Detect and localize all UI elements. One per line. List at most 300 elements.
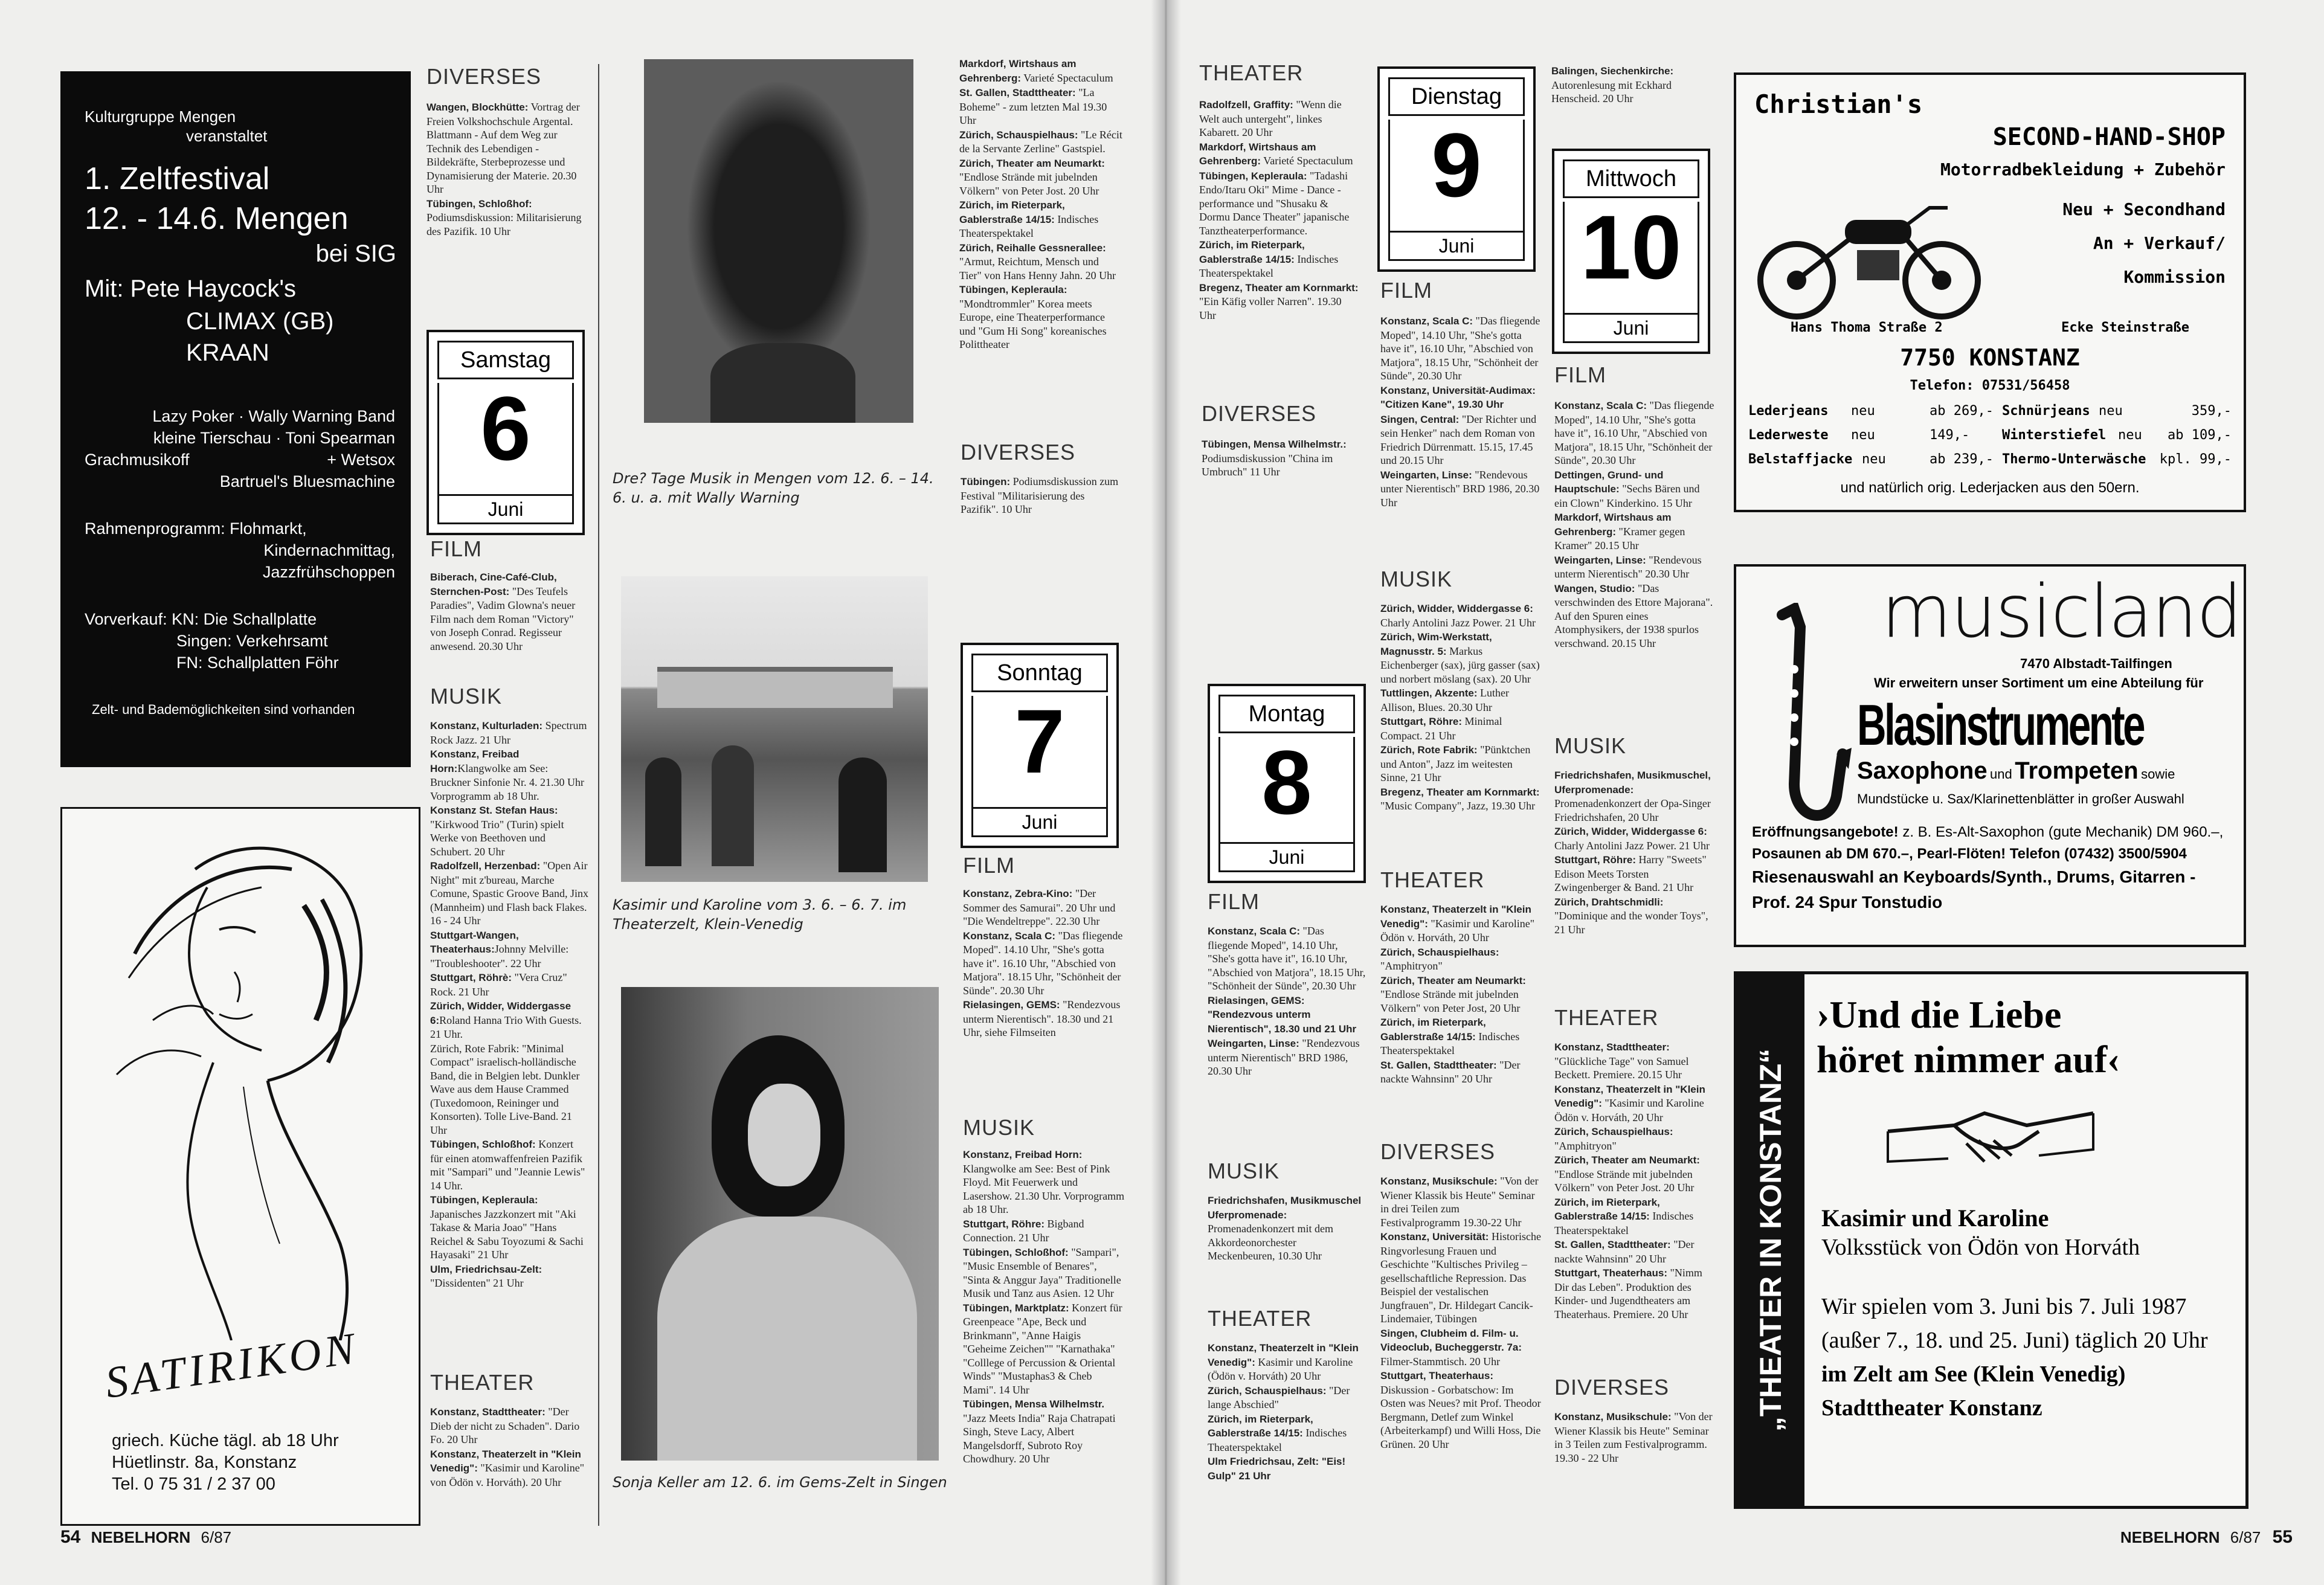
listing-text: "Von der Wiener Klassik bis Heute" Seminar in 3 Teilen zum Festivalprogramm. 19.30 - 22 Uhr [1554,1410,1713,1464]
listing-text: "Rendevous unter Nierentisch" BRD 1986, 20.30 Uhr [1380,468,1540,509]
listing-text: Indisches Theaterspektakel [959,213,1099,239]
listing-entry [1208,1384,1366,1412]
listing-venue: Zürich, Schauspielhaus: [959,129,1078,141]
listing-text: "Tadashi Endo/Itaru Oki" Mime - Dance - performance und "Shusaku & Dormu Dance Theater" japanische Tanztheaterperformance. [1199,169,1350,237]
listing-venue: Markdorf, Wirtshaus am Gehrenberg: [1554,512,1672,538]
magazine-name: NEBELHORN [2120,1528,2220,1546]
christians-bottom: und natürlich orig. Lederjacken aus den 50ern. [1840,480,2140,496]
saxophone-icon [1746,603,1855,844]
listing-film-sun [963,887,1126,1040]
listing-entry [430,971,588,998]
listing-entry [1380,314,1541,383]
listing-text: "Endlose Strände mit jubelnden Völkern" von Peter Jost. 20 Uhr [959,171,1099,197]
listing-venue: Konstanz, Scala C: [1554,400,1647,411]
listing-venue: Konstanz, Theaterzelt in "Klein Venedig": [1380,904,1531,930]
listing-text: Vortrag der Freien Volkshochschule Argental. Blattmann - Auf dem Weg zur Technik des Lebendigen - Bildekräfte, Sterbeprozesse und Dynamisierung der Materie. 20.30 Uhr [426,101,580,195]
festival-vv2: Singen: Verkehrsamt [176,632,328,650]
listing-entry [1554,582,1715,651]
listing-venue: Radolfzell, Herzenbad: [430,860,541,872]
listing-top-sat-cont [959,57,1122,352]
listing-text: Japanisches Jazzkonzert mit "Aki Takase & Maria Joao" "Hans Reichel & Sabu Toyozumi & Sachi Hayasaki" 21 Uhr [430,1207,584,1261]
listing-text: "Das fliegende Moped", 14.10 Uhr, "She's gotta have it", 16.10 Uhr, "Abschied von Matjora", 18.15 Uhr, "Schönheit der Sünde", 20.30 Uhr [1380,315,1540,382]
date-number: 6 [437,383,574,495]
listing-film-mon [1208,924,1366,1079]
section-film-wed: FILM [1554,362,1607,387]
listing-text: Spectrum Rock Jazz. 21 Uhr [430,719,587,746]
listing-venue: Konstanz, Theaterzelt in "Klein Venedig": [1554,1083,1705,1109]
listing-text: Promenadenkonzert mit dem Akkordeonorchester Meckenbeuren, 10.30 Uhr [1208,1223,1333,1262]
listing-venue: Radolfzell, Graffity: [1199,99,1293,111]
listing-entry [1554,895,1715,937]
listing-venue: Zürich, Schauspielhaus: [1208,1384,1327,1397]
listing-venue: Weingarten, Linse: [1554,554,1646,566]
listing-entry [959,198,1122,240]
listing-venue: Zürich, im Rieterpark, Gablerstraße 14/15: [1208,1413,1313,1439]
page-number: 55 [2272,1527,2293,1547]
listing-entry [1208,994,1366,1037]
listing-entry [1208,1194,1366,1263]
listing-entry [430,1042,588,1137]
listing-venue: Tübingen, Schloßhof: [963,1246,1069,1258]
listing-venue: Zürich, Widder, Widdergasse 6: [1554,826,1707,837]
listing-venue: Stuttgart, Theaterhaus: [1380,1370,1494,1381]
section-film: FILM [430,536,483,561]
listing-text: "Kasimir und Karoline" von Ödön v. Horváth). 20 Uhr [430,1462,585,1488]
listing-text: Podiumsdiskussion: Militarisierung des Pazifik. 10 Uhr [426,211,582,237]
satirikon-logo-text: SATIRIKON [102,1323,361,1408]
date-day: Dienstag [1388,77,1525,116]
listing-entry [959,86,1122,127]
date-month: Juni [1388,231,1525,261]
listing-entry [1380,902,1541,945]
listing-entry [430,999,588,1041]
listing-entry [959,57,1122,85]
listing-film-tue [1380,314,1541,510]
musicland-logo: musicland [1881,570,2241,654]
listing-text: "Das fliegende Moped", 14.10 Uhr, "She's gotta have it", 16.10 Uhr, "Abschied von Matjora", 18.15 Uhr, "Schönheit der Sünde", 20.30 Uhr [1208,925,1366,992]
listing-venue: Tuttlingen, Akzente: [1380,687,1478,699]
listing-entry [430,859,588,928]
section-diverses-tue: DIVERSES [1380,1139,1496,1164]
listing-venue: Tübingen, Schloßhof: [430,1139,536,1150]
listing-entry [959,128,1122,156]
listing-text: Konzert für Greenpeace "Ape, Beck und Brinkmann", "Anne Haigis "Geheime Zeichen"" "Karnathaka" "Colllege of Percussion & Oriental Winds" "Mustaphas3 & Cheb Mami". 14 Uhr [963,1301,1122,1396]
listing-venue: Konstanz, Universität-Audimax: "Citizen Kane", 19.30 Uhr [1380,384,1536,410]
listing-text: "La Boheme" - zum letzten Mal 19.30 Uhr [959,86,1107,126]
listing-text: "Der nackte Wahnsinn" 20 Uhr [1380,1058,1521,1085]
listing-text: "Amphitryon" [1554,1139,1617,1152]
listing-entry [961,475,1124,516]
listing-venue: Zürich, Theater am Neumarkt: [959,157,1105,169]
listing-venue: Balingen, Siechenkirche: [1551,65,1674,77]
listing-theater-mon [1208,1341,1366,1484]
listing-venue: Singen, Clubheim d. Film- u. Videoclub, Bucheggerstr. 7a: [1380,1327,1522,1353]
listing-venue: Zürich, im Rieterpark, Gablerstraße 14/15: [1380,1017,1486,1043]
listing-entry [430,1447,588,1490]
festival-footer: Zelt- und Bademöglichkeiten sind vorhanden [92,702,355,717]
listing-text: Luther Allison, Blues. 20.30 Uhr [1380,687,1510,713]
listing-musik-tue [1380,602,1541,814]
listing-entry [430,570,588,653]
listing-entry [1554,1195,1715,1238]
listing-text: "Der Sommer des Samurai". 20 Uhr und "Die Wendeltreppe". 22.30 Uhr [963,887,1116,927]
festival-line3b: + Wetsox [327,451,395,469]
theater-h1: ›Und die Liebe [1817,993,2062,1036]
listing-venue: Zürich, Rote Fabrik: [1380,744,1478,756]
listing-entry [430,803,588,858]
listing-entry [426,100,587,196]
date-month: Juni [971,807,1108,837]
listing-venue: St. Gallen, Stadttheater: [1554,1239,1671,1250]
listing-entry [1199,169,1361,238]
listing-entry [963,998,1126,1040]
festival-vv3: FN: Schallplatten Föhr [176,654,339,672]
listing-text: "Der Richter und sein Henker" nach dem Roman von Friedrich Dürrenmatt. 15.15, 17.45 und 20.15 Uhr [1380,413,1537,466]
listing-venue: Stuttgart, Röhrè: [430,972,512,983]
listing-diverses-sat-2 [961,475,1124,517]
listing-entry [430,1262,588,1290]
section-theater: THEATER [430,1370,535,1395]
christians-city: 7750 KONSTANZ [1900,344,2080,371]
listing-entry [1554,399,1715,468]
listing-venue: Tübingen, Schloßhof: [426,198,532,210]
listing-text: Promenadenkonzert der Opa-Singer Friedrichshafen, 20 Uhr [1554,797,1711,823]
listing-entry [1554,1266,1715,1321]
date-day: Mittwoch [1563,159,1699,198]
listing-entry [1380,1058,1541,1086]
listing-venue: Wangen, Studio: [1554,582,1635,594]
section-diverses-r: DIVERSES [1202,401,1317,426]
festival-vv1: Vorverkauf: KN: Die Schallplatte [85,610,317,628]
listing-entry [1380,1174,1541,1229]
listing-venue: Zürich, im Rieterpark, Gablerstraße 14/15: [959,199,1065,225]
listing-musik-sun [963,1148,1126,1467]
listing-theater-tue [1380,902,1541,1087]
listing-venue: Tübingen, Kepleraula: [1199,170,1307,182]
festival-headliner: CLIMAX (GB) [186,308,334,335]
theater-h2: höret nimmer auf‹ [1817,1038,2120,1081]
listing-venue: St. Gallen, Stadttheater: [1380,1059,1497,1071]
listing-entry [1554,510,1715,553]
christians-street1: Hans Thoma Straße 2 [1791,320,1943,335]
photo-festival-tent [621,576,928,882]
listing-venue: Konstanz, Zebra-Kino: [963,888,1073,899]
date-number: 10 [1563,202,1699,314]
listing-text: Bigband Connection. 21 Uhr [963,1217,1084,1244]
festival-with: Mit: Pete Haycock's [85,275,296,302]
musicland-l2: Posaunen ab DM 670.–, Pearl-Flöten! Telefon (07432) 3500/5904 [1752,846,2187,862]
listing-entry [1199,98,1361,140]
musicland-intro: Wir erweitern unser Sortiment um eine Abteilung für [1874,675,2204,690]
listing-venue: Stuttgart-Wangen, Theaterhaus: [430,929,519,955]
listing-text: Zürich, Rote Fabrik: "Minimal Compact" israelisch-holländische Band, die in Belgien lebt. Dunkler Wave aus dem Hause Crammed (Tuxedomoon, Reininger und Konsorten). Tolle Live-Band. 21 Uhr [430,1042,580,1136]
listing-entry [1380,743,1541,785]
listing-venue: Stuttgart, Theaterhaus: [1554,1267,1668,1279]
listing-text: Varieté Spectaculum [1021,71,1113,84]
theater-t2: (außer 7., 18. und 25. Juni) täglich 20 Uhr [1821,1328,2208,1353]
listing-entry [963,1217,1126,1245]
theater-side-bar [1737,974,1804,1506]
listing-venue: Rielasingen, GEMS: [963,999,1060,1011]
section-diverses: DIVERSES [426,64,542,89]
section-musik-2: MUSIK [963,1115,1035,1140]
festival-title: 1. Zeltfestival [85,161,270,196]
listing-entry [963,1397,1126,1466]
theater-t4: Stadttheater Konstanz [1821,1395,2042,1421]
section-diverses-2: DIVERSES [961,440,1076,465]
listing-venue: Friedrichshafen, Musikmuschel, Uferpromenade: [1554,770,1711,796]
listing-venue: Konstanz, Theaterzelt in "Klein Venedig": [1208,1342,1359,1368]
listing-venue: Konstanz, Freibad Horn: [430,748,520,774]
issue-number: 6/87 [201,1528,232,1546]
listing-theater-sat [430,1405,588,1490]
listing-venue: Tübingen, Marktplatz: [963,1302,1069,1314]
listing-text: "Endlose Strände mit jubelnden Völkern" von Peter Jost, 20 Uhr [1380,988,1521,1014]
photo-sonja-keller [621,987,939,1461]
listing-entry [426,197,587,239]
date-number: 7 [971,696,1108,808]
listing-entry [1380,468,1541,510]
listing-venue: Friedrichshafen, Musikmuschel Uferpromenade: [1208,1195,1362,1221]
magazine-name: NEBELHORN [91,1528,191,1546]
listing-text: "Das fliegende Moped", 14.10 Uhr, "She's gotta have it", 16.10 Uhr, "Abschied von Matjora", 18.15 Uhr, "Schönheit der Sünde", 20.30 Uhr [1554,399,1714,466]
musicland-l3: Riesenauswahl an Keyboards/Synth., Drums, Gitarren - [1752,867,2196,886]
listing-entry [1554,1125,1715,1153]
listing-entry [1380,945,1541,973]
listing-text: "Das verschwinden des Ettore Majorana". Auf den Spuren eines Atomphysikers, der 1938 spurlos verschwand. 20.15 Uhr [1554,582,1713,649]
listing-venue: Konstanz, Kulturladen: [430,720,543,731]
date-month: Juni [437,494,574,524]
listing-entry [1208,1037,1366,1078]
theater-sub: Volksstück von Ödön von Horváth [1821,1235,2140,1260]
page-number: 54 [60,1527,81,1547]
listing-entry [1208,1341,1366,1383]
date-number: 8 [1218,737,1355,843]
listing-text: "Kramer gegen Kramer" 20.15 Uhr [1554,525,1685,551]
listing-venue: Konstanz, Stadttheater: [430,1406,546,1418]
listing-text: Roland Hanna Trio With Guests. 21 Uhr. [430,1014,582,1040]
listing-film-sat [430,570,588,654]
listing-venue: Konstanz, Universität: [1380,1231,1489,1243]
listing-venue: Konstanz, Scala C: [963,930,1056,942]
listing-text: Konzert für einen atomwaffenfreien Pazifik mit "Sampari" und "Jeannie Lewis" 14 Uhr. [430,1138,585,1192]
listing-entry [1554,553,1715,581]
listing-venue: Konstanz, Musikschule: [1554,1411,1672,1423]
listing-diverses-sun [1202,437,1363,480]
festival-presents: veranstaltet [186,127,268,145]
footer-left [60,1527,231,1548]
musicland-instruments: Saxophone und Trompeten sowie [1857,757,2175,784]
christians-sub: Motorradbekleidung + Zubehör [1940,159,2226,179]
listing-venue: Zürich, Wim-Werkstatt, Magnusstr. 5: [1380,631,1492,657]
date-number: 9 [1388,120,1525,232]
festival-act2: KRAAN [186,339,269,366]
listing-musik-sat [430,719,588,1291]
date-month: Juni [1563,313,1699,343]
listing-text: "Armut, Reichtum, Mensch und Tier" von Hans Henny Jahn. 20 Uhr [959,256,1116,281]
listing-top-tue [1551,64,1710,106]
date-box-sonntag [961,643,1119,848]
listing-venue: Zürich, im Rieterpark, Gablerstraße 14/15: [1554,1196,1660,1222]
listing-venue: Konstanz, Theaterzelt in "Klein Venedig": [430,1448,581,1474]
theater-play: Kasimir und Karoline [1821,1204,2049,1232]
listing-entry [959,283,1122,352]
festival-ad [60,71,411,767]
listing-text: "Rendezvous unterm Nierentisch" BRD 1986, 20.30 Uhr [1208,1037,1360,1077]
listing-venue: Zürich, Reihalle Gessnerallee: [959,242,1106,254]
listing-entry [1554,853,1715,895]
listing-text: "Kirkwood Trio" (Turin) spielt Werke von Beethoven und Schubert. 20 Uhr [430,818,564,858]
listing-entry [963,1301,1126,1397]
listing-venue: Konstanz, Musikschule: [1380,1175,1498,1187]
listing-venue: St. Gallen, Stadttheater: [959,87,1076,98]
listing-entry [1554,768,1715,824]
theater-t3: im Zelt am See (Klein Venedig) [1821,1362,2126,1387]
listing-text: Diskussion - Gorbatschow: Im Osten was Neues? mit Prof. Theodor Bergmann, Detlef zum Winkel (Arbeiterkampf) und Willi Hoss, Die Grünen. 20 Uhr [1380,1383,1541,1450]
listing-text: Indisches Theaterspektakel [1380,1030,1520,1056]
musicland-ad [1734,564,2246,947]
date-day: Sonntag [971,654,1108,692]
listing-venue: Weingarten, Linse: [1208,1038,1299,1049]
listing-venue: Zürich, Schauspielhaus: [1554,1126,1673,1137]
listing-venue: Ulm, Friedrichsau-Zelt: [430,1263,542,1275]
listing-musik-mon [1208,1194,1366,1264]
listing-venue: Konstanz, Scala C: [1208,925,1301,937]
listing-text: Indisches Theaterspektakel [1208,1427,1347,1453]
festival-prog3: Jazzfrühschoppen [262,563,395,581]
listing-text: Varieté Spectaculum [1261,155,1353,167]
christians-street2: Ecke Steinstraße [2061,320,2189,335]
listing-entry [1380,602,1541,629]
listing-text: Historische Ringvorlesung Frauen und Geschichte "Kultisches Privileg – gesellschaftliche Repression. Das Beispiel der vestalischen Jungfrauen", Dr. Hildegart Cancik-Lindemaier, Tübingen [1380,1230,1541,1325]
listing-text: "Dominique and the wonder Toys", 21 Uhr [1554,910,1708,936]
listing-text: "Rendevous unterm Nierentisch" 20.30 Uhr [1554,553,1702,580]
satirikon-ad [60,807,420,1526]
listing-diverses-tue [1380,1174,1541,1452]
listing-text: "Glückliche Tage" von Samuel Beckett. Premiere. 20.15 Uhr [1554,1055,1689,1081]
listing-entry [1380,413,1541,468]
listing-text: "Kasimir und Karoline Ödön v. Horváth, 20 Uhr [1554,1097,1704,1124]
theater-side-text: „THEATER IN KONSTANZ“ [1754,1048,1788,1432]
listing-text: "Von der Wiener Klassik bis Heute" Seminar in drei Teilen zum Festivalprogramm 19.30-22 Uhr [1380,1175,1539,1229]
theater-konstanz-ad [1734,971,2248,1509]
listing-entry [1208,924,1366,993]
listing-text: "Le Récit de la Servante Zerline" Gastspiel. [959,128,1122,155]
musicland-mund: Mundstücke u. Sax/Klarinettenblätter in großer Auswahl [1857,791,2184,806]
listing-venue: Stuttgart, Röhre: [963,1218,1045,1230]
listing-text: "Der lange Abschied" [1208,1384,1350,1410]
listing-venue: Rielasingen, GEMS: "Rendezvous unterm Nierentisch", 18.30 und 21 Uhr [1208,994,1357,1035]
listing-entry [963,887,1126,928]
listing-venue: Tübingen, Kepleraula: [430,1194,538,1206]
listing-text: "Rendezvous unterm Nierentisch". 18.30 und 21 Uhr, siehe Filmseiten [963,998,1121,1038]
listing-text: "Mondtrommler" Korea meets Europe, eine Theaterperformance und "Gum Hi Song" koreanisches Polittheater [959,297,1107,350]
listing-film-wed [1554,399,1715,651]
handshake-illustration [1882,1089,2099,1186]
listing-venue: Tübingen: [961,476,1011,487]
listing-text: Klangwolke am See: Bruckner Sinfonie Nr. 4. 21.30 Uhr Vorprogramm ab 18 Uhr. [430,762,584,802]
festival-org: Kulturgruppe Mengen [85,108,236,126]
musicland-big: Blasinstrumente [1857,693,2144,757]
date-box-samstag [426,330,585,535]
listing-text: "Nimm Dir das Leben". Produktion des Kinder- und Jugendtheaters am Theaterhaus. Premiere. 20 Uhr [1554,1267,1702,1320]
listing-venue: Zürich, Schauspielhaus: [1380,946,1499,958]
section-film-2: FILM [963,853,1016,878]
section-musik-tue: MUSIK [1380,567,1453,591]
date-box-montag [1208,684,1366,883]
listing-text: Filmer-Stammtisch. 20 Uhr [1380,1355,1501,1368]
listing-entry [1380,630,1541,686]
christians-r2: An + Verkauf/ [2093,233,2226,253]
festival-prog2: Kindernachmittag, [263,541,395,559]
listing-text: "Das fliegende Moped". 14.10 Uhr, "She's gotta have it". 16.10 Uhr, "Abschied von Matjora". 18.15 Uhr, "Schönheit der Sünde". 20.30 Uhr [963,929,1123,997]
listing-venue: Zürich, Theater am Neumarkt: [1380,974,1526,986]
listing-venue: Bregenz, Theater am Kornmarkt: [1380,786,1540,798]
listing-venue: Stuttgart, Röhre: [1380,716,1463,727]
photo-portrait-man [644,59,913,423]
listing-venue: Weingarten, Linse: [1380,469,1472,481]
section-musik-r: MUSIK [1208,1159,1280,1183]
listing-text: Autorenlesung mit Eckhard Henscheid. 20 Uhr [1551,79,1672,104]
listing-text: "Des Teufels Paradies", Vadim Glowna's neuer Film nach dem Roman "Victory" von Joseph Conrad. Regisseur anwesend. 20.30 Uhr [430,585,576,652]
section-theater-r: THEATER [1199,60,1304,85]
listing-text: "Kasimir und Karoline" Ödön v. Horváth, 20 Uhr [1380,917,1535,944]
listing-venue: Zürich, Widder, Widdergasse 6: [430,1000,571,1026]
column-divider [598,64,599,1526]
listing-entry [1380,1326,1541,1369]
listing-text: Podiumsdiskussion zum Festival "Militarisierung des Pazifik". 10 Uhr [961,475,1119,515]
listing-entry [1380,384,1541,412]
listing-entry [1199,140,1361,169]
listing-entry [430,1137,588,1192]
listing-text: Indisches Theaterspektakel [1554,1210,1694,1236]
section-theater-tue: THEATER [1380,867,1485,892]
christians-name: Christian's [1754,89,1923,119]
listing-text: Harry "Sweets" Edison Meets Torsten Zwingenberger & Band. 21 Uhr [1554,854,1707,893]
motorcycle-illustration [1748,190,1990,323]
listing-venue: Biberach, Cine-Café-Club, Sternchen-Post: [430,571,557,597]
festival-line4: Bartruel's Bluesmachine [219,472,395,490]
listing-entry [963,1246,1126,1300]
listing-text: Indisches Theaterspektakel [1199,252,1339,279]
listing-entry [1554,1238,1715,1265]
listing-musik-wed [1554,768,1715,937]
festival-venue: bei SIG [315,240,396,267]
listing-entry [1380,974,1541,1015]
date-day: Montag [1218,695,1355,733]
listing-venue: Stuttgart, Röhre: [1554,854,1637,866]
listing-text: "Dissidenten" 21 Uhr [430,1277,524,1289]
listing-text: "Sampari", "Music Ensemble of Benares", "Sinta & Anggur Jaya" Traditionelle Musik und Tanz aus Asien. 12 Uhr [963,1246,1121,1299]
listing-text: Kasimir und Karoline (Ödön v. Horváth) 20 Uhr [1208,1355,1353,1382]
section-musik: MUSIK [430,684,503,709]
section-theater-wed: THEATER [1554,1005,1659,1030]
listing-diverses-sat [426,100,587,239]
listing-text: "Jazz Meets India" Raja Chatrapati Singh, Steve Lacy, Albert Mangelsdorff, Subroto Roy Chowdhury. 20 Uhr [963,1412,1116,1465]
listing-venue: Zürich, Theater am Neumarkt: [1554,1154,1700,1166]
listing-venue: Zürich, im Rieterpark, Gablerstraße 14/15: [1199,239,1305,265]
listing-theater-wed [1554,1040,1715,1322]
listing-entry [1380,1369,1541,1451]
spine-gutter [1151,0,1181,1585]
listing-text: Markus Eichenberger (sax), jürg gasser (sax) und norbert möslang (sax). 20 Uhr [1380,645,1540,685]
listing-venue: Konstanz St. Stefan Haus: [430,805,558,816]
satirikon-line2: Hüetlinstr. 8a, Konstanz [112,1453,297,1472]
listing-entry [1554,825,1715,852]
christians-r3: Kommission [2123,267,2226,287]
date-box-mittwoch [1552,149,1710,354]
theater-t1: Wir spielen vom 3. Juni bis 7. Juli 1987 [1821,1294,2187,1319]
